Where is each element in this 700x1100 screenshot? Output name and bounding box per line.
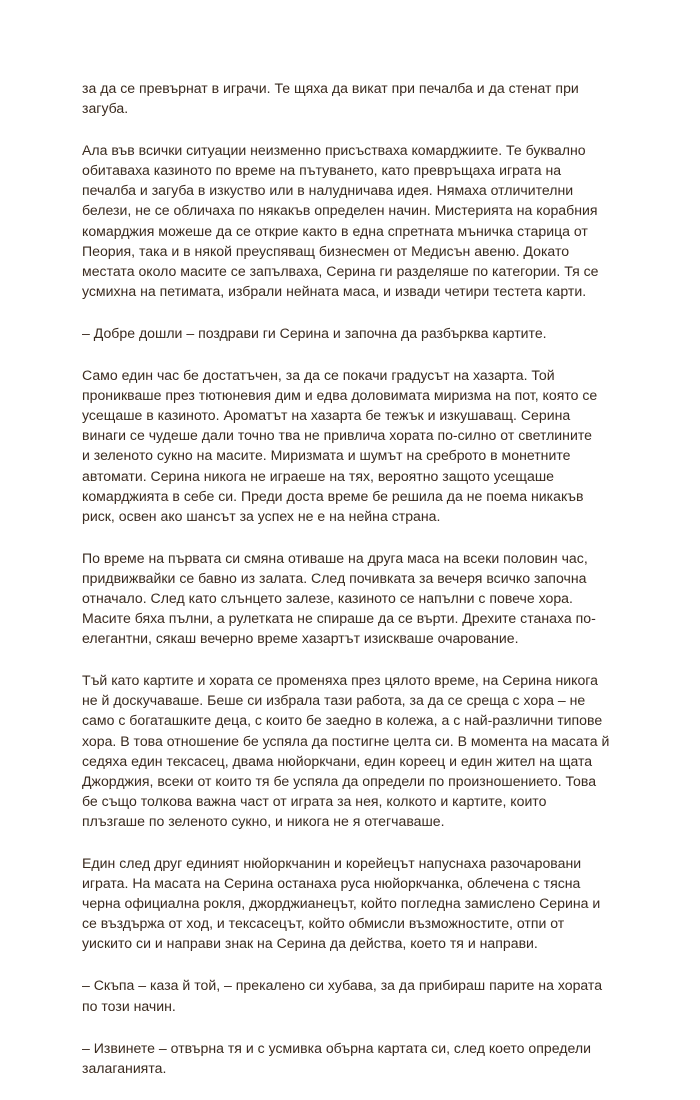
text-line: Само един час бе достатъчен, за да се покачи градусът на хазарта. Той xyxy=(82,367,555,384)
paragraph-3 xyxy=(82,323,622,343)
text-line: не й доскучаваше. Беше си избрала тази работа, за да се среща с хора – не xyxy=(82,692,586,709)
text-line: местата около масите се запълваха, Серина ги разделяше по категории. Тя се xyxy=(82,262,599,279)
paragraph-4 xyxy=(82,365,622,526)
document-body xyxy=(82,78,622,1100)
text-line: белези, не се обличаха по някакъв определен начин. Мистерията на корабния xyxy=(82,202,598,219)
text-line: усмихна на петимата, избрали нейната маса, и извади четири тестета карти. xyxy=(82,282,587,299)
text-line: седяха един тексасец, двама нюйоркчани, един кореец и един жител на щата xyxy=(82,752,593,769)
text-line: Тъй като картите и хората се променяха през цялото време, на Серина никога xyxy=(82,672,598,689)
text-line: залаганията. xyxy=(82,1059,167,1076)
text-line: Ала във всички ситуации неизменно присъстваха комарджиите. Те буквално xyxy=(82,142,586,159)
text-line: автомати. Серина никога не играеше на тях, вероятно защото усещаше xyxy=(82,467,554,484)
text-line: бе също толкова важна част от играта за нея, колкото и картите, които xyxy=(82,792,547,809)
paragraph-6 xyxy=(82,670,622,831)
text-line: риск, освен ако шансът за успех не е на нейна страна. xyxy=(82,507,441,524)
text-line: Един след друг единият нюйоркчанин и корейецът напуснаха разочаровани xyxy=(82,855,582,871)
text-line: и зеленото сукно на масите. Миризмата и шумът на среброто в монетните xyxy=(82,447,571,464)
text-line: придвижвайки се бавно из залата. След почивката за вечеря всичко започна xyxy=(82,569,587,586)
paragraph-2 xyxy=(82,140,622,301)
paragraph-9 xyxy=(82,1038,622,1078)
text-line: за да се превърнат в играчи. Те щяха да викат при печалба и да стенат при xyxy=(82,80,579,96)
text-line: само с богаташките деца, с които бе заедно в колежа, а с най-различни типове xyxy=(82,712,603,729)
text-line: усещаше в казиното. Ароматът на хазарта бе тежък и изкушаващ. Серина xyxy=(82,407,571,424)
text-line: играта. На масата на Серина останаха руса нюйоркчанка, облечена с тясна xyxy=(82,875,581,892)
text-line: По време на първата си смяна отиваше на друга маса на всеки половин час, xyxy=(82,549,588,566)
paragraph-8 xyxy=(82,975,622,1015)
text-line: отначало. След като слънцето залезе, казиното се напълни с повече хора. xyxy=(82,589,573,606)
paragraph-1 xyxy=(82,78,622,118)
text-line: хора. В това отношение бе успяла да постигне целта си. В момента на масата й xyxy=(82,732,610,749)
text-line: се въздържа от ход, и тексасецът, който обмисли възможностите, отпи от xyxy=(82,915,565,932)
text-line: плъзгаше по зеленото сукно, и никога не я отегчаваше. xyxy=(82,812,445,829)
text-line: Пеория, така и в някой преуспяващ бизнесмен от Медисън авеню. Докато xyxy=(82,242,570,259)
paragraph-7 xyxy=(82,853,622,953)
text-line: – Скъпа – каза й той, – прекалено си хубава, за да прибираш парите на хората xyxy=(82,977,603,994)
text-line: черна официална рокля, джорджианецът, който погледна замислено Серина и xyxy=(82,895,601,912)
text-line: елегантни, сякаш вечерно време хазартът изискваше очарование. xyxy=(82,630,519,647)
text-line: комарджия можеше да се открие както в една спретната мъничка старица от xyxy=(82,222,588,239)
text-line: обитаваха казиното по време на пътуването, като превръщаха играта на xyxy=(82,162,562,179)
text-line: проникваше през тютюневия дим и едва доловимата миризма на пот, която се xyxy=(82,387,598,404)
text-line: по този начин. xyxy=(82,997,176,1014)
text-line: загуба. xyxy=(82,100,129,117)
text-line: Джорджия, всеки от които тя бе успяла да определи по произношението. Това xyxy=(82,772,597,789)
text-line: печалба и загуба в изкуство или в налудничава идея. Нямаха отличителни xyxy=(82,182,574,199)
text-line: комарджията в себе си. Преди доста време бе решила да не поема никакъв xyxy=(82,487,584,504)
text-line: – Извинете – отвърна тя и с усмивка обърна картата си, след което определи xyxy=(82,1039,591,1056)
paragraph-5 xyxy=(82,548,622,648)
text-line: винаги се чудеше дали точно тва не привлича хората по-силно от светлините xyxy=(82,427,592,444)
text-line: – Добре дошли – поздрави ги Серина и започна да разбърква картите. xyxy=(82,324,547,341)
text-line: уискито си и направи знак на Серина да действа, което тя и направи. xyxy=(82,935,538,952)
text-line: Масите бяха пълни, а рулетката не спираше да се върти. Дрехите станаха по- xyxy=(82,610,596,627)
